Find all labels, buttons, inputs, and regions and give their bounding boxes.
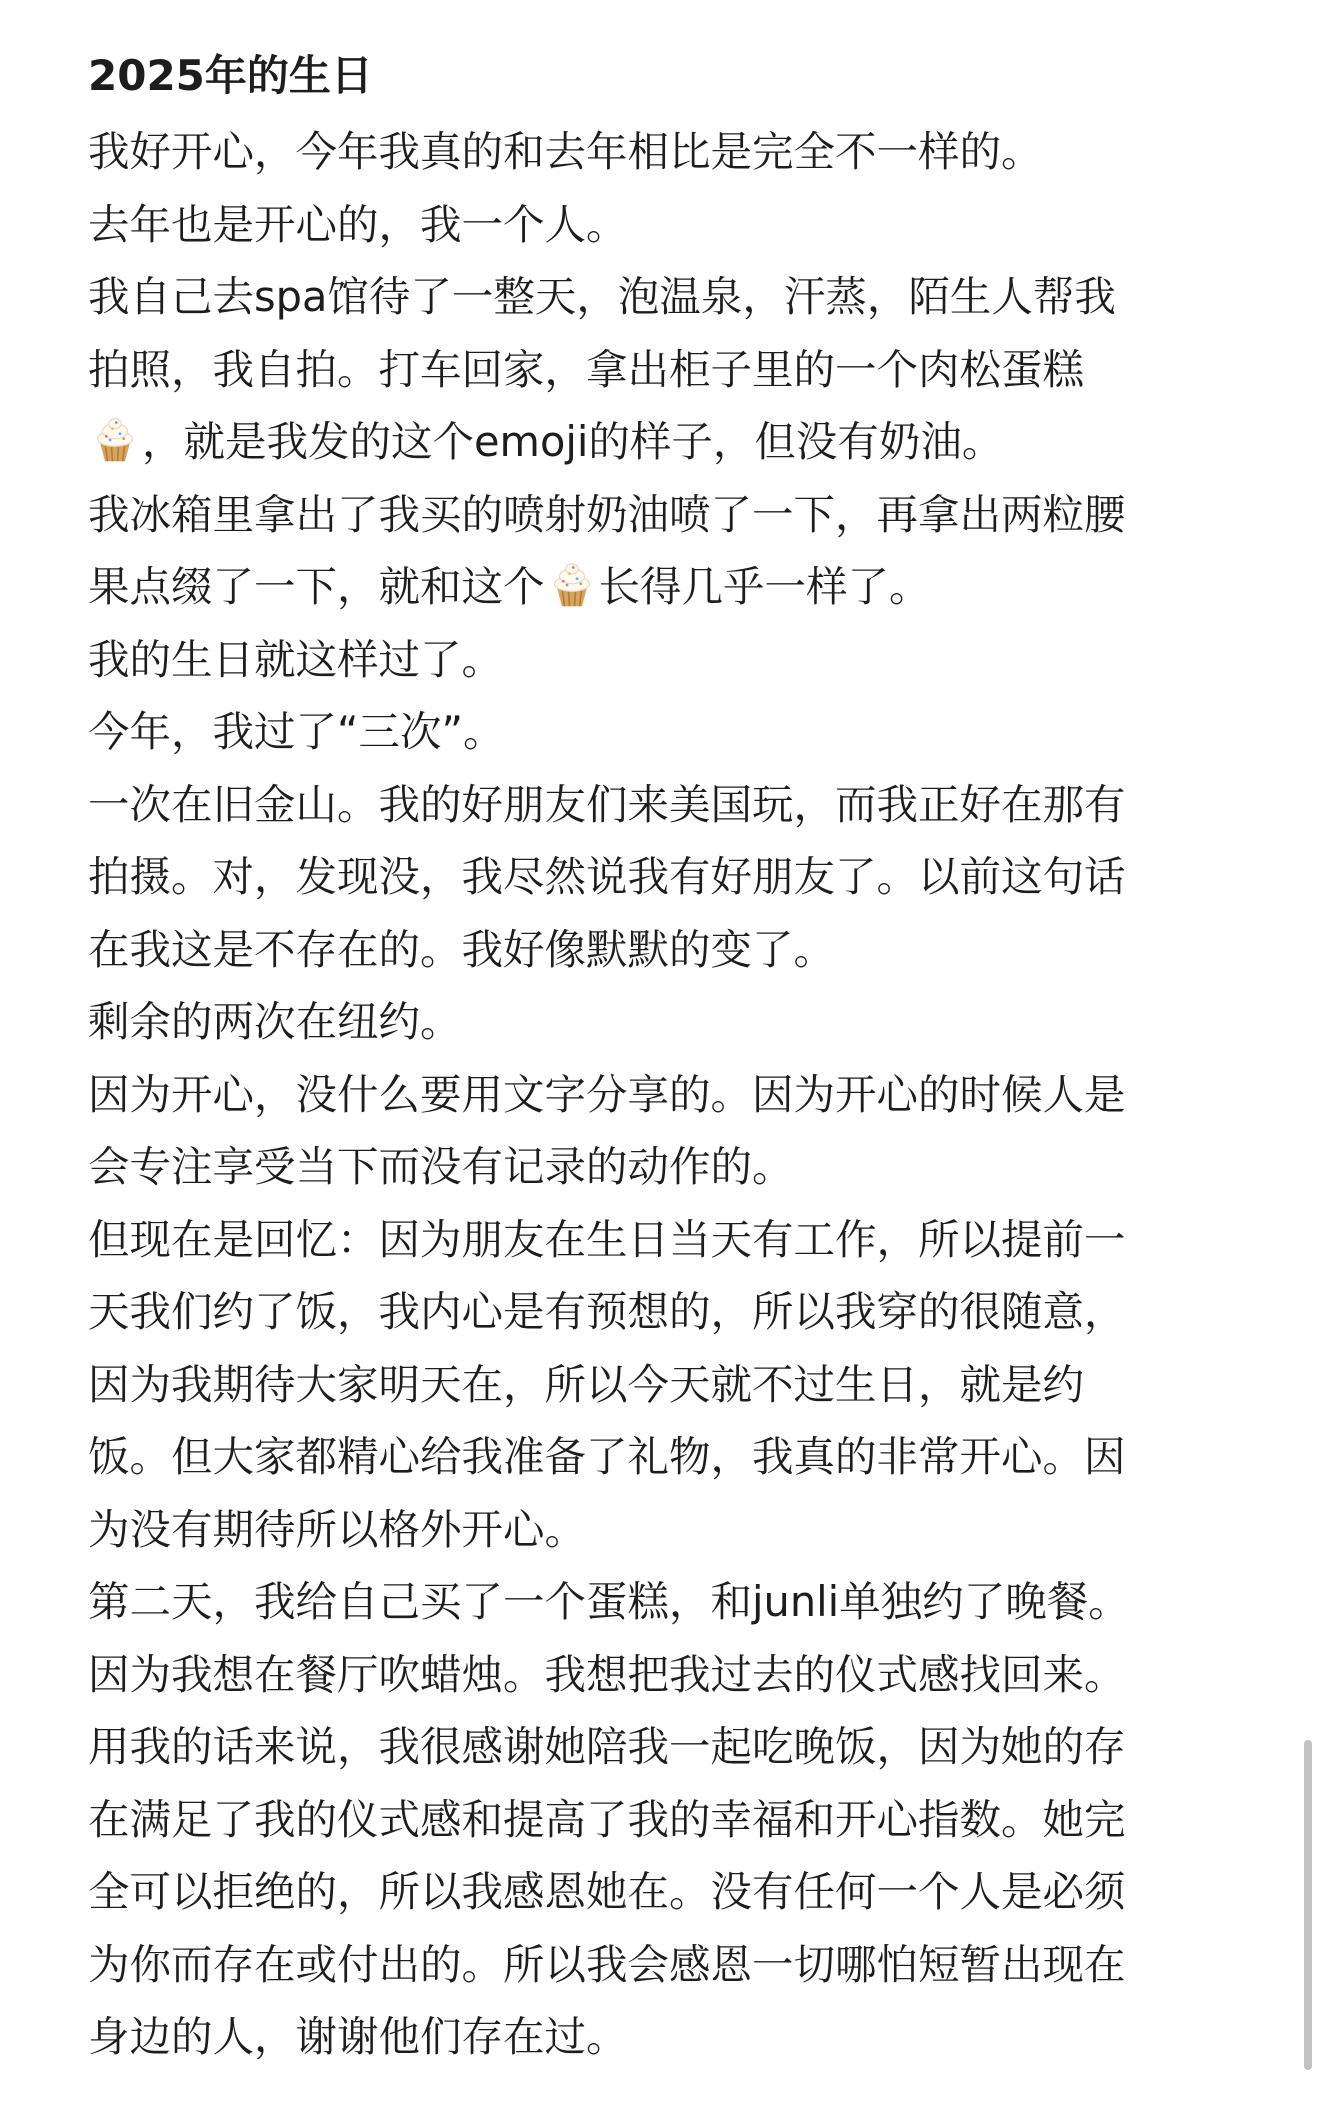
text-line: 去年也是开心的，我一个人。: [88, 199, 628, 249]
text-line: 为没有期待所以格外开心。: [88, 1504, 587, 1554]
text-line: 我冰箱里拿出了我买的喷射奶油喷了一下，再拿出两粒腰: [88, 489, 1126, 539]
text-line: 第二天，我给自己买了一个蛋糕，和junli单独约了晚餐。: [88, 1577, 1130, 1626]
text-line: 因为我想在餐厅吹蜡烛。我想把我过去的仪式感找回来。: [88, 1649, 1126, 1699]
cupcake-icon: [547, 560, 597, 610]
note-title: 2025年的生日: [88, 51, 373, 100]
text-segment: 长得几乎一样了。: [598, 562, 931, 611]
text-line: 剩余的两次在纽约。: [88, 997, 462, 1046]
text-line: 我的生日就这样过了。: [88, 634, 504, 684]
text-segment: 果点缀了一下，就和这个: [88, 562, 545, 611]
text-line: 拍照，我自拍。打车回家，拿出柜子里的一个肉松蛋糕: [88, 344, 1085, 394]
text-line-with-icon: [88, 406, 1238, 479]
text-line: 拍摄。对，发现没，我尽然说我有好朋友了。以前这句话: [88, 852, 1126, 901]
cupcake-icon: [90, 415, 140, 465]
text-line: 饭。但大家都精心给我准备了礼物，我真的非常开心。因: [88, 1432, 1126, 1481]
text-line: 一次在旧金山。我的好朋友们来美国玩，而我正好在那有: [88, 779, 1126, 829]
text-line: 全可以拒绝的，所以我感恩她在。没有任何一个人是必须: [88, 1867, 1126, 1916]
text-line: 为你而存在或付出的。所以我会感恩一切哪怕短暂出现在: [88, 1939, 1126, 1989]
text-line: 因为开心，没什么要用文字分享的。因为开心的时候人是: [88, 1069, 1126, 1119]
text-line: 在满足了我的仪式感和提高了我的幸福和开心指数。她完: [88, 1794, 1126, 1844]
text-line: 因为我期待大家明天在，所以今天就不过生日，就是约: [88, 1359, 1085, 1409]
text-line: 天我们约了饭，我内心是有预想的，所以我穿的很随意，: [88, 1287, 1126, 1336]
text-line: 身边的人，谢谢他们存在过。: [88, 2012, 628, 2061]
text-line-with-icon: [88, 551, 1238, 624]
note-body: [88, 116, 1238, 2074]
text-line: 在我这是不存在的。我好像默默的变了。: [88, 924, 836, 974]
text-line: 我好开心，今年我真的和去年相比是完全不一样的。: [88, 127, 1043, 176]
text-line: ，就是我发的这个emoji的样子，但没有奶油。: [142, 417, 1004, 466]
text-line: 用我的话来说，我很感谢她陪我一起吃晚饭，因为她的存: [88, 1722, 1126, 1771]
text-line: 今年，我过了“三次”。: [88, 707, 505, 756]
text-line: 我自己去spa馆待了一整天，泡温泉，汗蒸，陌生人帮我: [88, 272, 1116, 321]
text-line: 但现在是回忆：因为朋友在生日当天有工作，所以提前一: [88, 1214, 1126, 1264]
vertical-scrollbar[interactable]: [1304, 1740, 1312, 2070]
text-line: 会专注享受当下而没有记录的动作的。: [88, 1142, 794, 1191]
